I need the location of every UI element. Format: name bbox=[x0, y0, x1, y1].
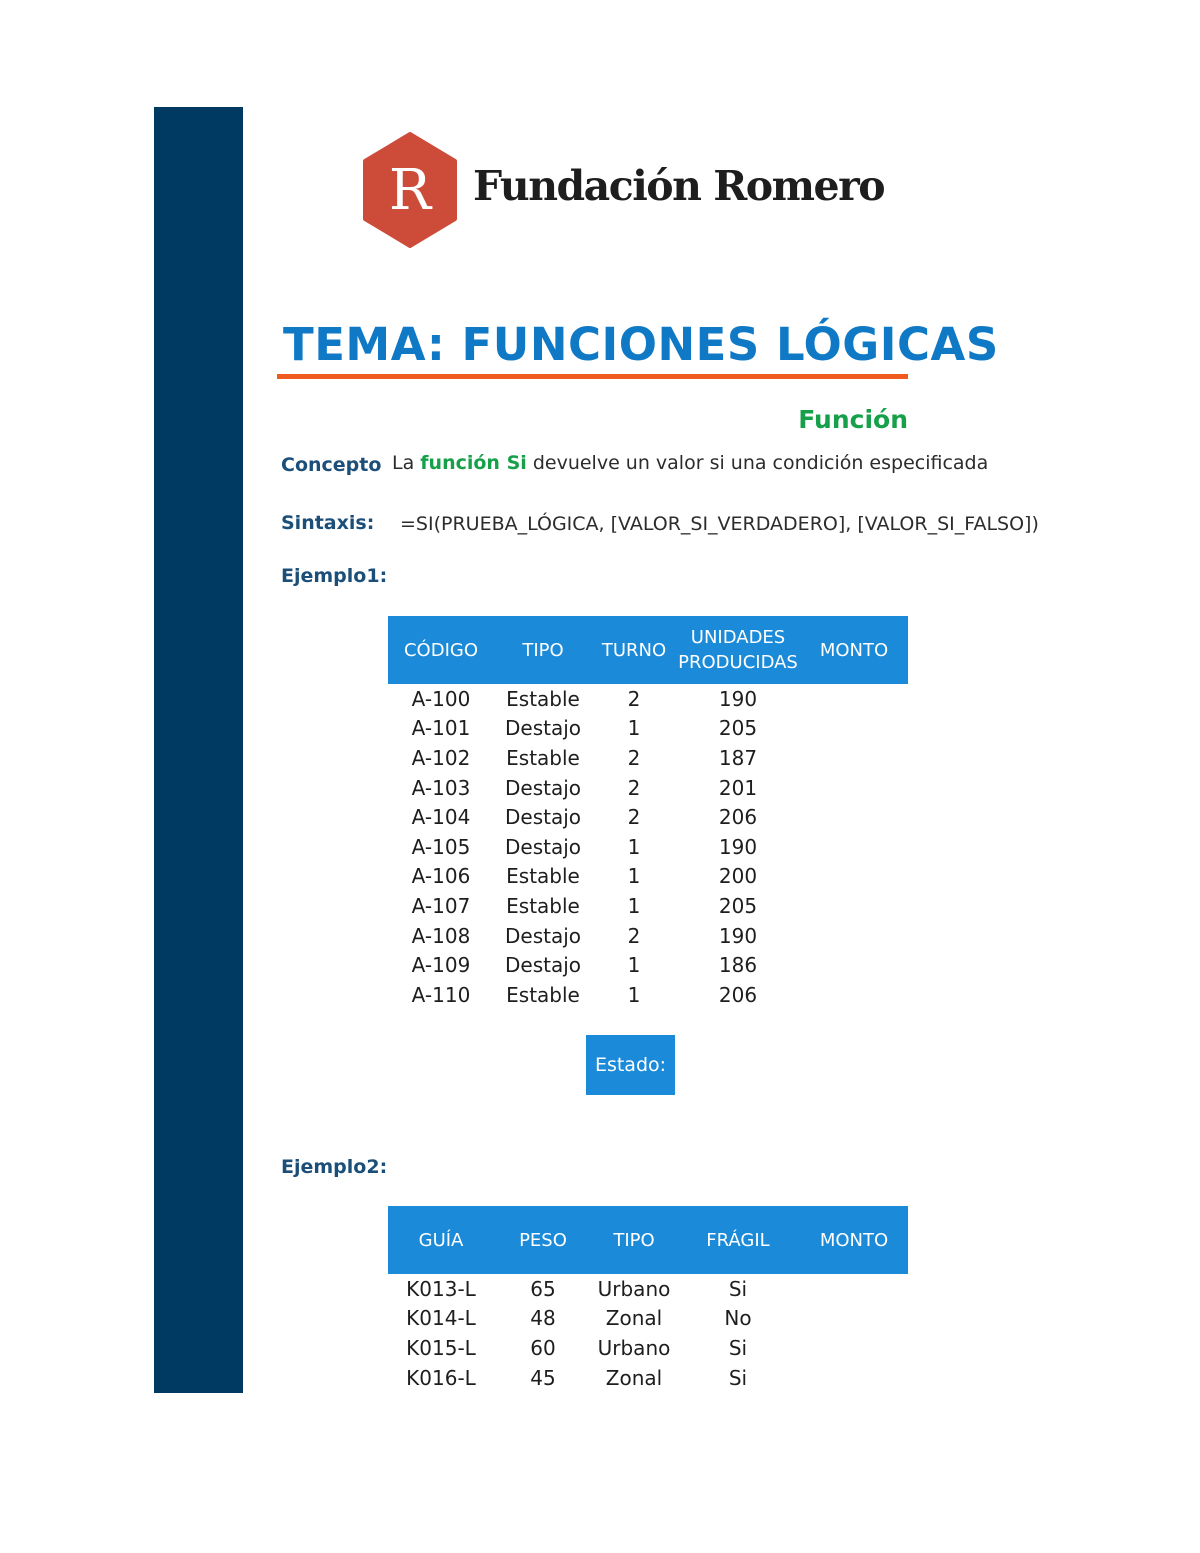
table-cell[interactable]: 1 bbox=[627, 716, 641, 741]
table-cell[interactable]: A-106 bbox=[411, 864, 471, 889]
table-cell[interactable]: 206 bbox=[718, 805, 758, 830]
table-cell[interactable]: Si bbox=[728, 1365, 748, 1390]
brand-name: Fundación Romero bbox=[473, 162, 885, 210]
table-cell[interactable]: 1 bbox=[627, 953, 641, 978]
table-cell[interactable] bbox=[800, 1333, 908, 1363]
table-cell[interactable]: 190 bbox=[718, 686, 758, 711]
table-row bbox=[388, 832, 908, 862]
header-cell: FRÁGIL bbox=[676, 1206, 800, 1274]
table-cell[interactable]: 1 bbox=[627, 982, 641, 1007]
header-cell: TIPO bbox=[494, 616, 592, 684]
table-cell[interactable]: A-110 bbox=[411, 982, 471, 1007]
table-cell[interactable] bbox=[800, 832, 908, 862]
table-cell[interactable]: A-104 bbox=[411, 805, 471, 830]
table-row bbox=[388, 1363, 908, 1393]
table-cell[interactable]: 205 bbox=[718, 893, 758, 918]
table-cell[interactable] bbox=[800, 980, 908, 1010]
table-cell[interactable]: A-105 bbox=[411, 834, 471, 859]
table-row bbox=[388, 950, 908, 980]
table-cell[interactable]: A-107 bbox=[411, 893, 471, 918]
table-cell[interactable] bbox=[800, 921, 908, 951]
table-cell[interactable]: Urbano bbox=[597, 1335, 671, 1360]
section-subtitle: Función bbox=[798, 405, 908, 434]
table-cell[interactable] bbox=[800, 1274, 908, 1304]
table-cell[interactable]: 200 bbox=[718, 864, 758, 889]
table-cell[interactable]: 2 bbox=[627, 775, 641, 800]
table-cell[interactable]: 65 bbox=[530, 1276, 556, 1301]
table-cell[interactable]: 60 bbox=[530, 1335, 556, 1360]
table-cell[interactable]: K014-L bbox=[406, 1306, 476, 1331]
concept-text-after: devuelve un valor si una condición especificada bbox=[526, 452, 989, 474]
table-cell[interactable]: Zonal bbox=[605, 1306, 663, 1331]
table-cell[interactable]: 206 bbox=[718, 982, 758, 1007]
table-cell[interactable]: No bbox=[724, 1306, 752, 1331]
table-cell[interactable] bbox=[800, 891, 908, 921]
header-cell: TIPO bbox=[592, 1206, 676, 1274]
table-cell[interactable]: 2 bbox=[627, 686, 641, 711]
table-row bbox=[388, 921, 908, 951]
table-cell[interactable]: Destajo bbox=[504, 923, 581, 948]
example1-label: Ejemplo1: bbox=[281, 565, 388, 587]
table-row bbox=[388, 802, 908, 832]
table-cell[interactable]: 1 bbox=[627, 834, 641, 859]
table-cell[interactable]: 2 bbox=[627, 805, 641, 830]
table-cell[interactable] bbox=[800, 684, 908, 714]
title-underline bbox=[277, 374, 908, 379]
table-cell[interactable]: 1 bbox=[627, 864, 641, 889]
table-cell[interactable] bbox=[800, 1304, 908, 1334]
table-cell[interactable]: K015-L bbox=[406, 1335, 476, 1360]
table-cell[interactable]: 45 bbox=[530, 1365, 556, 1390]
syntax-label: Sintaxis: bbox=[281, 512, 375, 534]
table-row bbox=[388, 980, 908, 1010]
example2-label: Ejemplo2: bbox=[281, 1156, 388, 1178]
table-cell[interactable]: Destajo bbox=[504, 834, 581, 859]
table-row bbox=[388, 1304, 908, 1334]
concept-highlight: función Si bbox=[420, 452, 527, 474]
table-cell[interactable]: Destajo bbox=[504, 805, 581, 830]
table-cell[interactable] bbox=[800, 714, 908, 744]
table-row bbox=[388, 773, 908, 803]
table-cell[interactable]: Destajo bbox=[504, 716, 581, 741]
table-cell[interactable] bbox=[800, 802, 908, 832]
brand-logo bbox=[360, 132, 885, 248]
table-cell[interactable]: Si bbox=[728, 1335, 748, 1360]
table-cell[interactable]: 2 bbox=[627, 923, 641, 948]
syntax-formula: =SI(PRUEBA_LÓGICA, [VALOR_SI_VERDADERO], [VALOR_SI_FALSO]) bbox=[400, 513, 1039, 535]
table-cell[interactable]: Estable bbox=[506, 864, 580, 889]
table-cell[interactable]: A-108 bbox=[411, 923, 471, 948]
table-header-row bbox=[388, 616, 908, 684]
table-cell[interactable]: A-101 bbox=[411, 716, 471, 741]
header-cell: UNIDADES PRODUCIDAS bbox=[676, 616, 800, 684]
table-cell[interactable]: 1 bbox=[627, 893, 641, 918]
table-row bbox=[388, 891, 908, 921]
table-cell[interactable]: A-102 bbox=[411, 745, 471, 770]
table-row bbox=[388, 714, 908, 744]
header-cell: MONTO bbox=[800, 1206, 908, 1274]
table-cell[interactable]: 201 bbox=[718, 775, 758, 800]
table-cell[interactable]: 190 bbox=[718, 923, 758, 948]
table-cell[interactable]: Estable bbox=[506, 686, 580, 711]
table-cell[interactable]: 190 bbox=[718, 834, 758, 859]
table-cell[interactable]: Si bbox=[728, 1276, 748, 1301]
table-cell[interactable]: Estable bbox=[506, 893, 580, 918]
table-cell[interactable]: K013-L bbox=[406, 1276, 476, 1301]
table-cell[interactable]: 205 bbox=[718, 716, 758, 741]
table-header-row bbox=[388, 1206, 908, 1274]
table-cell[interactable]: 2 bbox=[627, 745, 641, 770]
header-cell: TURNO bbox=[592, 616, 676, 684]
table-cell[interactable] bbox=[800, 1363, 908, 1393]
table-cell[interactable]: Zonal bbox=[605, 1365, 663, 1390]
logo-letter: R bbox=[388, 157, 432, 223]
page-title: TEMA: FUNCIONES LÓGICAS bbox=[283, 318, 999, 371]
header-cell: MONTO bbox=[800, 616, 908, 684]
table-row bbox=[388, 1333, 908, 1363]
table-cell[interactable]: A-100 bbox=[411, 686, 471, 711]
table-row bbox=[388, 1274, 908, 1304]
table-cell[interactable] bbox=[800, 743, 908, 773]
table-row bbox=[388, 862, 908, 892]
table-cell[interactable] bbox=[800, 773, 908, 803]
concept-text-before: La bbox=[392, 452, 421, 474]
table-cell[interactable]: Destajo bbox=[504, 775, 581, 800]
table-row bbox=[388, 743, 908, 773]
table-cell[interactable]: A-109 bbox=[411, 953, 471, 978]
table-cell[interactable]: Estable bbox=[506, 745, 580, 770]
table-cell[interactable]: Urbano bbox=[597, 1276, 671, 1301]
table-cell[interactable]: Estable bbox=[506, 982, 580, 1007]
concept-text bbox=[392, 452, 989, 482]
table-cell[interactable]: 48 bbox=[530, 1306, 556, 1331]
concept-label: Concepto bbox=[281, 454, 382, 476]
header-cell: PESO bbox=[494, 1206, 592, 1274]
table-cell[interactable]: A-103 bbox=[411, 775, 471, 800]
header-cell: CÓDIGO bbox=[388, 616, 494, 684]
table-cell[interactable] bbox=[800, 950, 908, 980]
table-cell[interactable]: 186 bbox=[718, 953, 758, 978]
header-cell: GUÍA bbox=[388, 1206, 494, 1274]
example2-table bbox=[388, 1206, 908, 1392]
estado-cell[interactable]: Estado: bbox=[586, 1035, 675, 1095]
table-row bbox=[388, 684, 908, 714]
example1-table bbox=[388, 616, 908, 1010]
table-cell[interactable]: Destajo bbox=[504, 953, 581, 978]
table-cell[interactable]: K016-L bbox=[406, 1365, 476, 1390]
left-color-band bbox=[154, 107, 243, 1393]
table-cell[interactable]: 187 bbox=[718, 745, 758, 770]
table-cell[interactable] bbox=[800, 862, 908, 892]
